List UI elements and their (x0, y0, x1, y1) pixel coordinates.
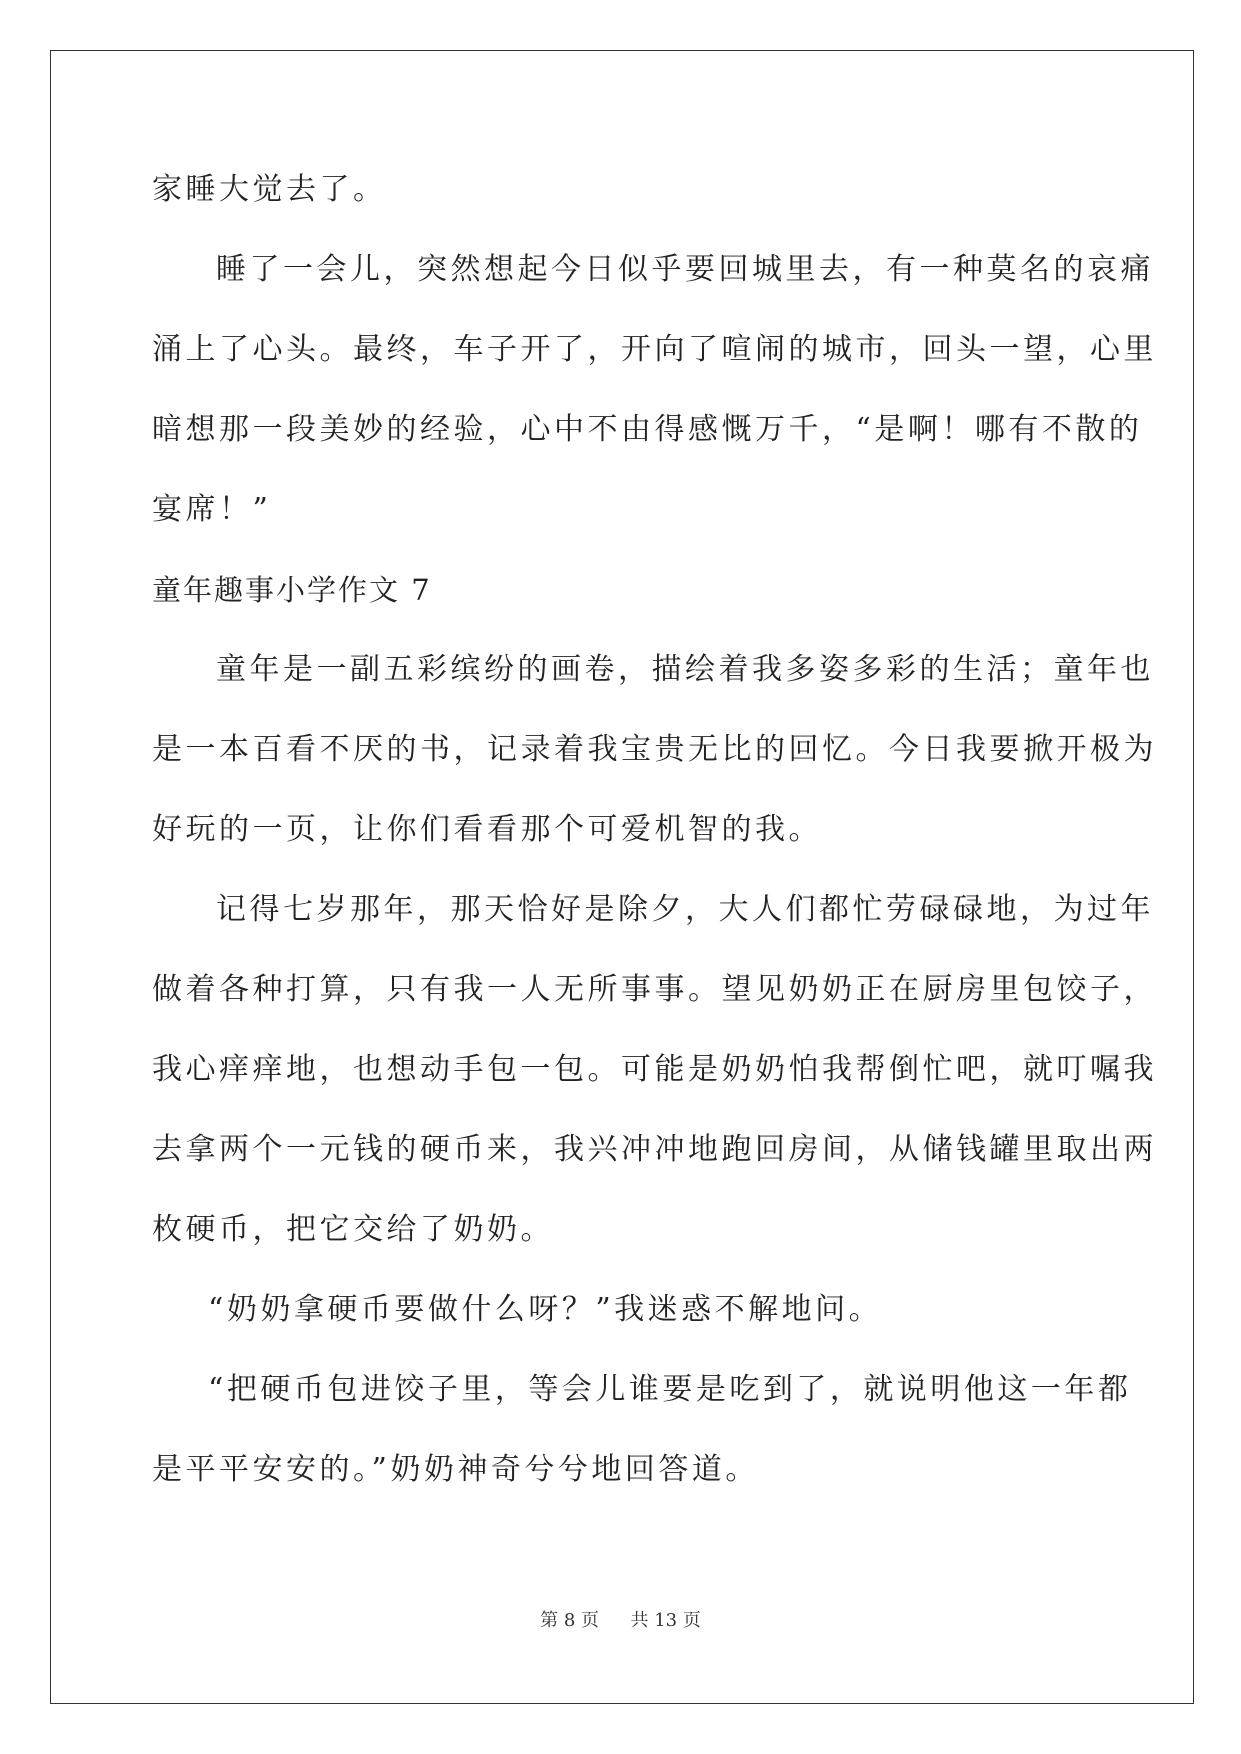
text-line: 是一本百看不厌的书，记录着我宝贵无比的回忆。今日我要掀开极为 (152, 732, 1157, 767)
page-total: 共 13 页 (630, 1610, 701, 1631)
paragraph-line: 记得七岁那年，那天恰好是除夕，大人们都忙劳碌碌地，为过年 (216, 892, 1154, 927)
text-line: 家睡大觉去了。 (152, 172, 387, 207)
page-footer (0, 1606, 1241, 1632)
text-line: 暗想那一段美妙的经验，心中不由得感慨万千，“是啊！哪有不散的 (152, 412, 1143, 447)
text-line: 去拿两个一元钱的硬币来，我兴冲冲地跑回房间，从储钱罐里取出两 (152, 1132, 1157, 1167)
text-line: 枚硬币，把它交给了奶奶。 (152, 1212, 554, 1247)
section-heading: 童年趣事小学作文 7 (152, 573, 432, 607)
text-line: 做着各种打算，只有我一人无所事事。望见奶奶正在厨房里包饺子， (152, 972, 1157, 1007)
document-body (152, 150, 1157, 1510)
page-number: 第 8 页 (540, 1610, 600, 1631)
quote-line: “奶奶拿硬币要做什么呀？”我迷惑不解地问。 (208, 1292, 883, 1327)
text-line: 我心痒痒地，也想动手包一包。可能是奶奶怕我帮倒忙吧，就叮嘱我 (152, 1052, 1157, 1087)
text-line: 宴席！” (152, 492, 272, 527)
text-line: 是平平安安的。”奶奶神奇兮兮地回答道。 (152, 1452, 759, 1487)
text-line: 涌上了心头。最终，车子开了，开向了喧闹的城市，回头一望，心里 (152, 332, 1157, 367)
quote-line: “把硬币包进饺子里，等会儿谁要是吃到了，就说明他这一年都 (208, 1372, 1132, 1407)
text-line: 好玩的一页，让你们看看那个可爱机智的我。 (152, 812, 822, 847)
paragraph-line: 童年是一副五彩缤纷的画卷，描绘着我多姿多彩的生活；童年也 (216, 652, 1154, 687)
paragraph-line: 睡了一会儿，突然想起今日似乎要回城里去，有一种莫名的哀痛 (216, 252, 1154, 287)
